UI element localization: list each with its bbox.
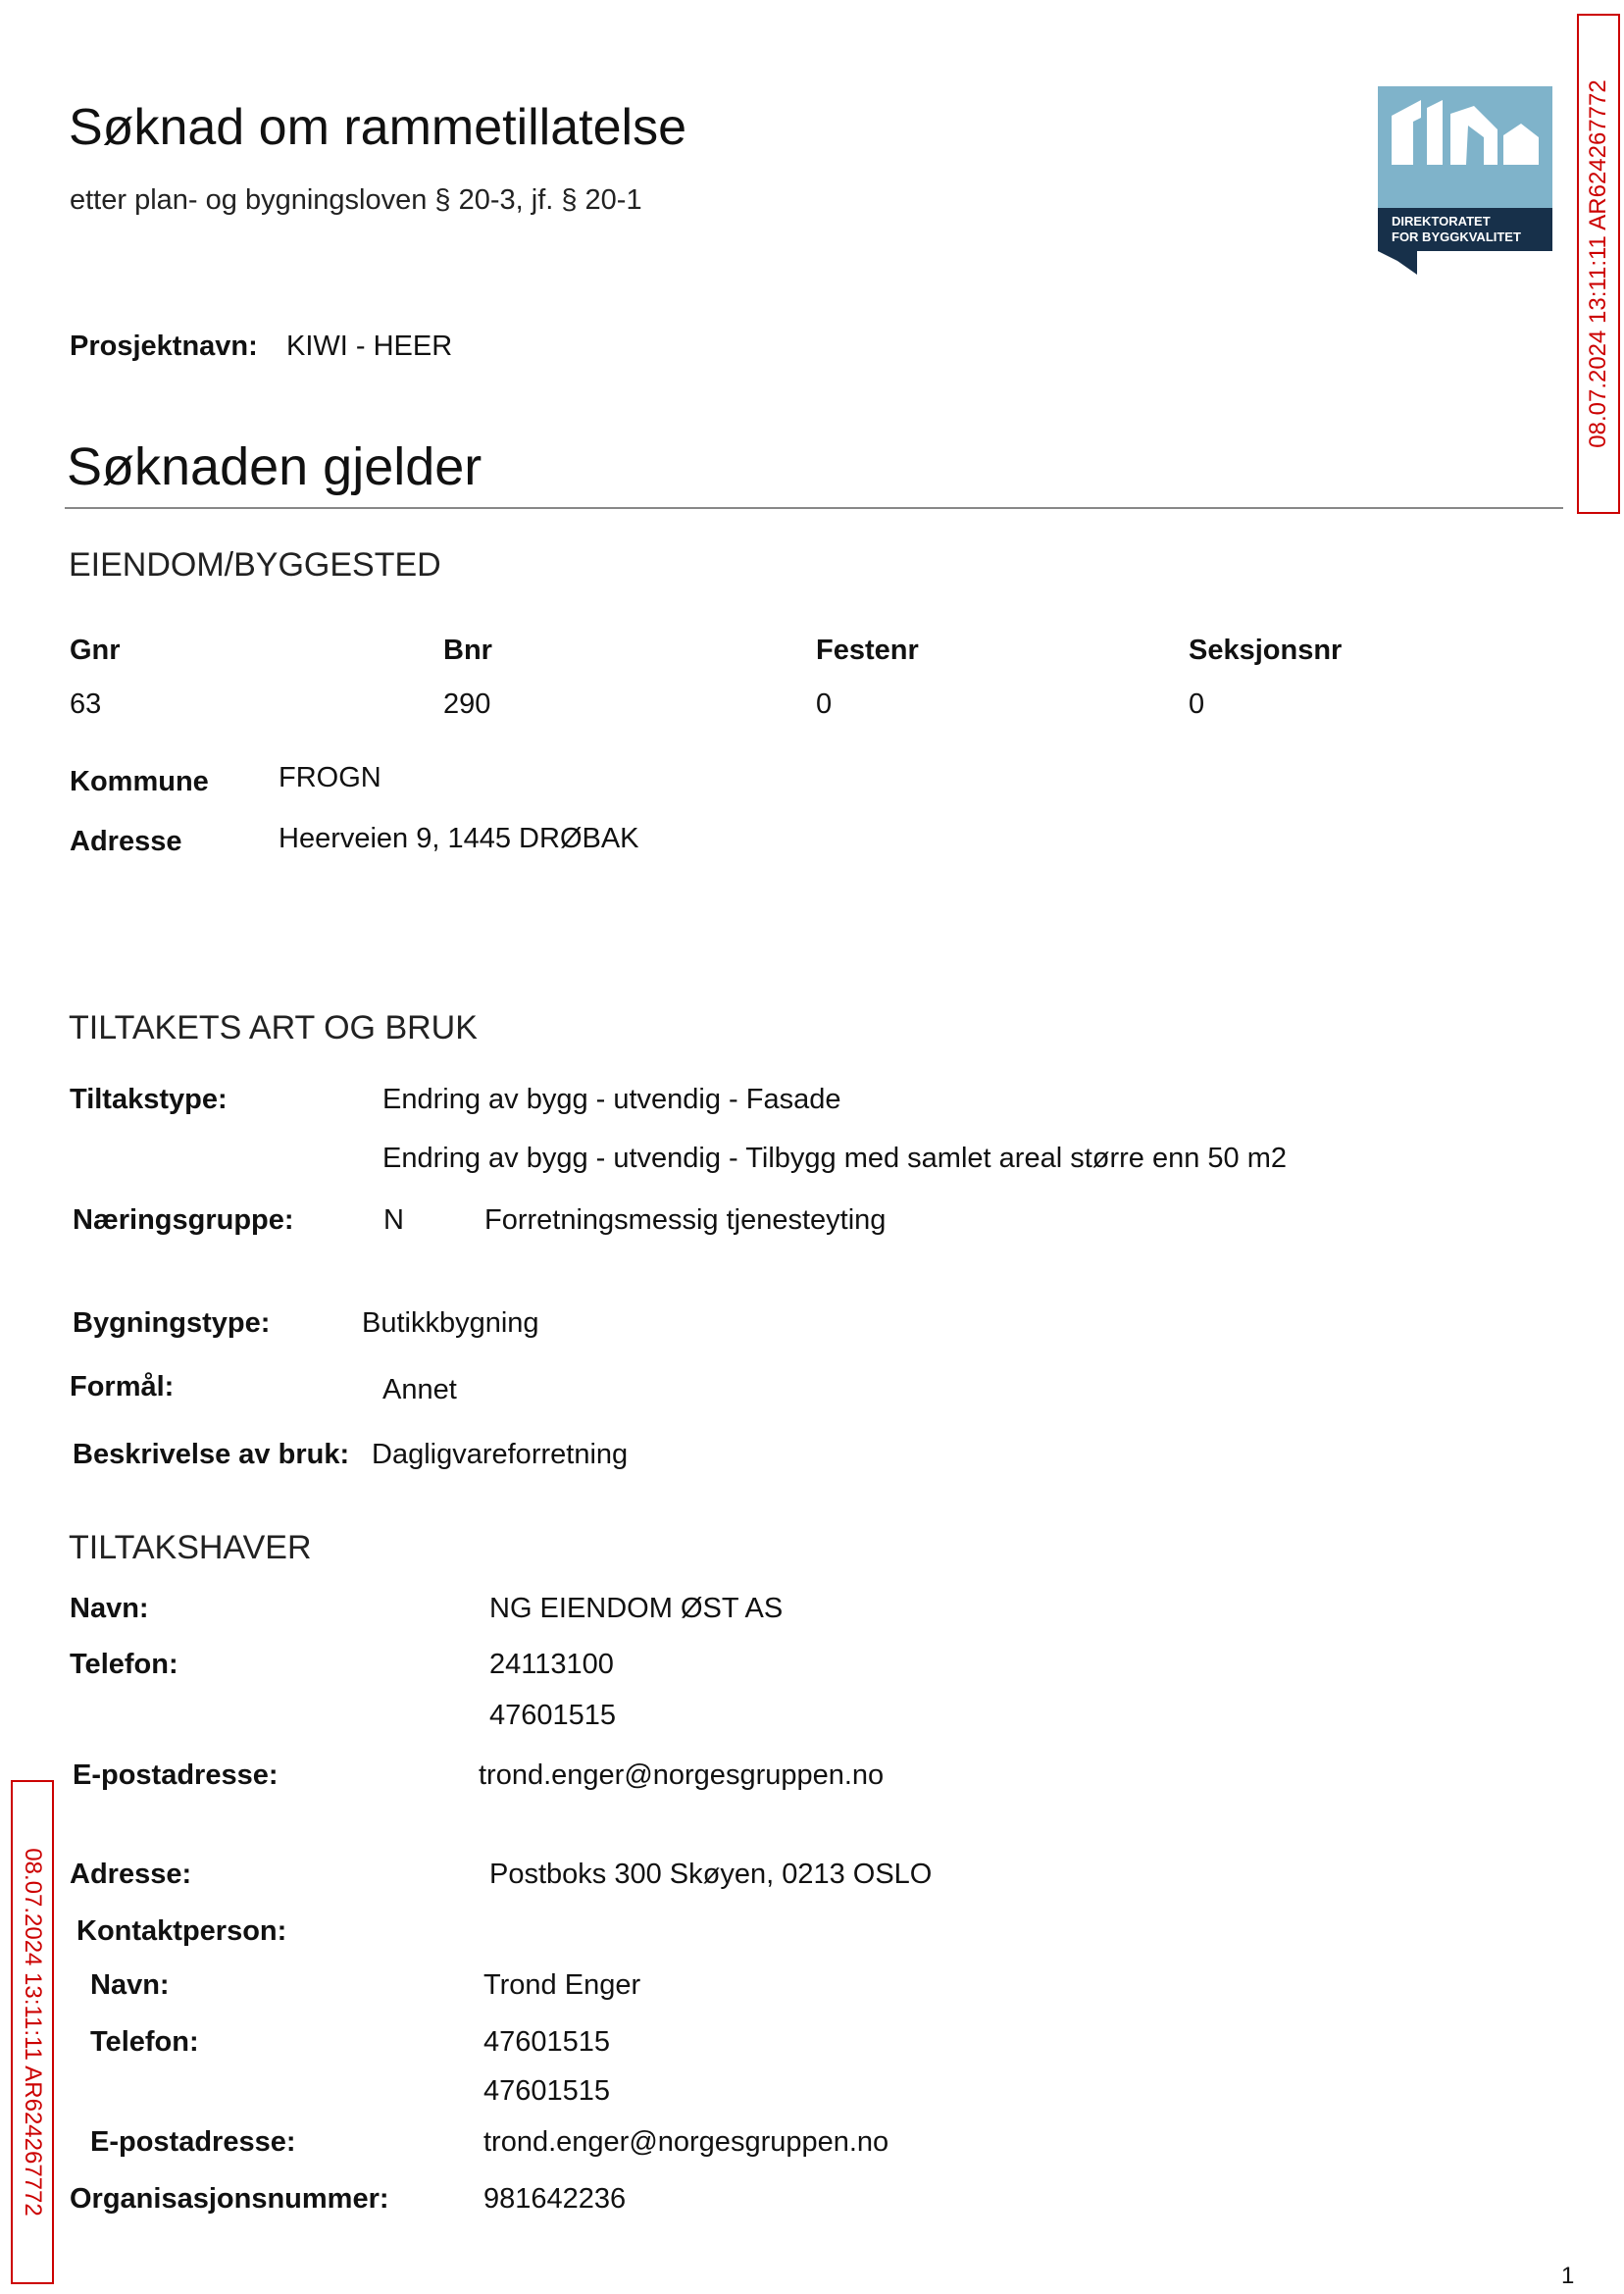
received-stamp-top <box>1577 14 1620 514</box>
tiltakstype-value-2: Endring av bygg - utvendig - Tilbygg med samlet areal større enn 50 m2 <box>382 1143 1288 1174</box>
applicant-adresse-label: Adresse: <box>70 1859 192 1890</box>
applicant-epost-value: trond.enger@norgesgruppen.no <box>479 1759 885 1791</box>
applicant-telefon-value-1: 24113100 <box>489 1649 614 1680</box>
formal-value: Annet <box>382 1374 457 1405</box>
document-title: Søknad om rammetillatelse <box>69 99 686 156</box>
page-number: 1 <box>1561 2263 1575 2289</box>
document-subtitle: etter plan- og bygningsloven § 20-3, jf. § 20-1 <box>70 184 642 216</box>
tiltakstype-label: Tiltakstype: <box>70 1084 228 1115</box>
section-title: Søknaden gjelder <box>67 437 482 496</box>
applicant-telefon-label: Telefon: <box>70 1649 178 1680</box>
received-stamp-bottom-text: 08.07.2024 13:11:11 AR624267772 <box>20 1848 46 2217</box>
contact-person-label: Kontaktperson: <box>76 1915 287 1947</box>
bygningstype-value: Butikkbygning <box>362 1307 539 1339</box>
naeringsgruppe-label: Næringsgruppe: <box>73 1204 294 1236</box>
naeringsgruppe-value: Forretningsmessig tjenesteyting <box>484 1204 887 1236</box>
property-heading: EIENDOM/BYGGESTED <box>69 546 441 584</box>
org-number-value: 981642236 <box>483 2183 627 2215</box>
received-stamp-top-text: 08.07.2024 13:11:11 AR624267772 <box>1585 79 1611 448</box>
gnr-value: 63 <box>70 688 102 720</box>
contact-telefon-label: Telefon: <box>90 2026 199 2058</box>
org-number-label: Organisasjonsnummer: <box>70 2183 389 2215</box>
seksjonsnr-value: 0 <box>1189 688 1205 720</box>
adresse-label: Adresse <box>70 826 182 857</box>
dibk-logo <box>1378 86 1552 275</box>
festenr-value: 0 <box>816 688 833 720</box>
applicant-navn-label: Navn: <box>70 1593 149 1624</box>
logo-text-line1: DIREKTORATET <box>1392 214 1491 229</box>
kommune-label: Kommune <box>70 766 209 797</box>
applicant-navn-value: NG EIENDOM ØST AS <box>489 1593 784 1624</box>
logo-text-line2: FOR BYGGKVALITET <box>1392 229 1521 244</box>
contact-telefon-value-1: 47601515 <box>483 2026 611 2058</box>
contact-navn-label: Navn: <box>90 1969 170 2001</box>
gnr-label: Gnr <box>70 635 121 666</box>
contact-epost-value: trond.enger@norgesgruppen.no <box>483 2126 889 2158</box>
applicant-epost-label: E-postadresse: <box>73 1759 279 1791</box>
formal-label: Formål: <box>70 1371 175 1402</box>
adresse-value: Heerveien 9, 1445 DRØBAK <box>279 823 639 854</box>
project-name-value: KIWI - HEER <box>286 331 453 362</box>
beskrivelse-av-bruk-value: Dagligvareforretning <box>372 1439 629 1470</box>
kommune-value: FROGN <box>279 762 381 793</box>
bnr-label: Bnr <box>443 635 492 666</box>
naeringsgruppe-code: N <box>383 1204 404 1236</box>
project-name-label: Prosjektnavn: <box>70 331 258 362</box>
section-divider <box>65 507 1563 509</box>
festenr-label: Festenr <box>816 635 919 666</box>
measure-heading: TILTAKETS ART OG BRUK <box>69 1009 478 1046</box>
beskrivelse-av-bruk-label: Beskrivelse av bruk: <box>73 1439 350 1470</box>
applicant-heading: TILTAKSHAVER <box>69 1529 312 1566</box>
contact-epost-label: E-postadresse: <box>90 2126 296 2158</box>
contact-telefon-value-2: 47601515 <box>483 2075 611 2107</box>
bygningstype-label: Bygningstype: <box>73 1307 271 1339</box>
seksjonsnr-label: Seksjonsnr <box>1189 635 1343 666</box>
tiltakstype-value-1: Endring av bygg - utvendig - Fasade <box>382 1084 841 1115</box>
bnr-value: 290 <box>443 688 491 720</box>
contact-navn-value: Trond Enger <box>483 1969 641 2001</box>
received-stamp-bottom <box>11 1780 54 2284</box>
applicant-telefon-value-2: 47601515 <box>489 1700 617 1731</box>
applicant-adresse-value: Postboks 300 Skøyen, 0213 OSLO <box>489 1859 933 1890</box>
